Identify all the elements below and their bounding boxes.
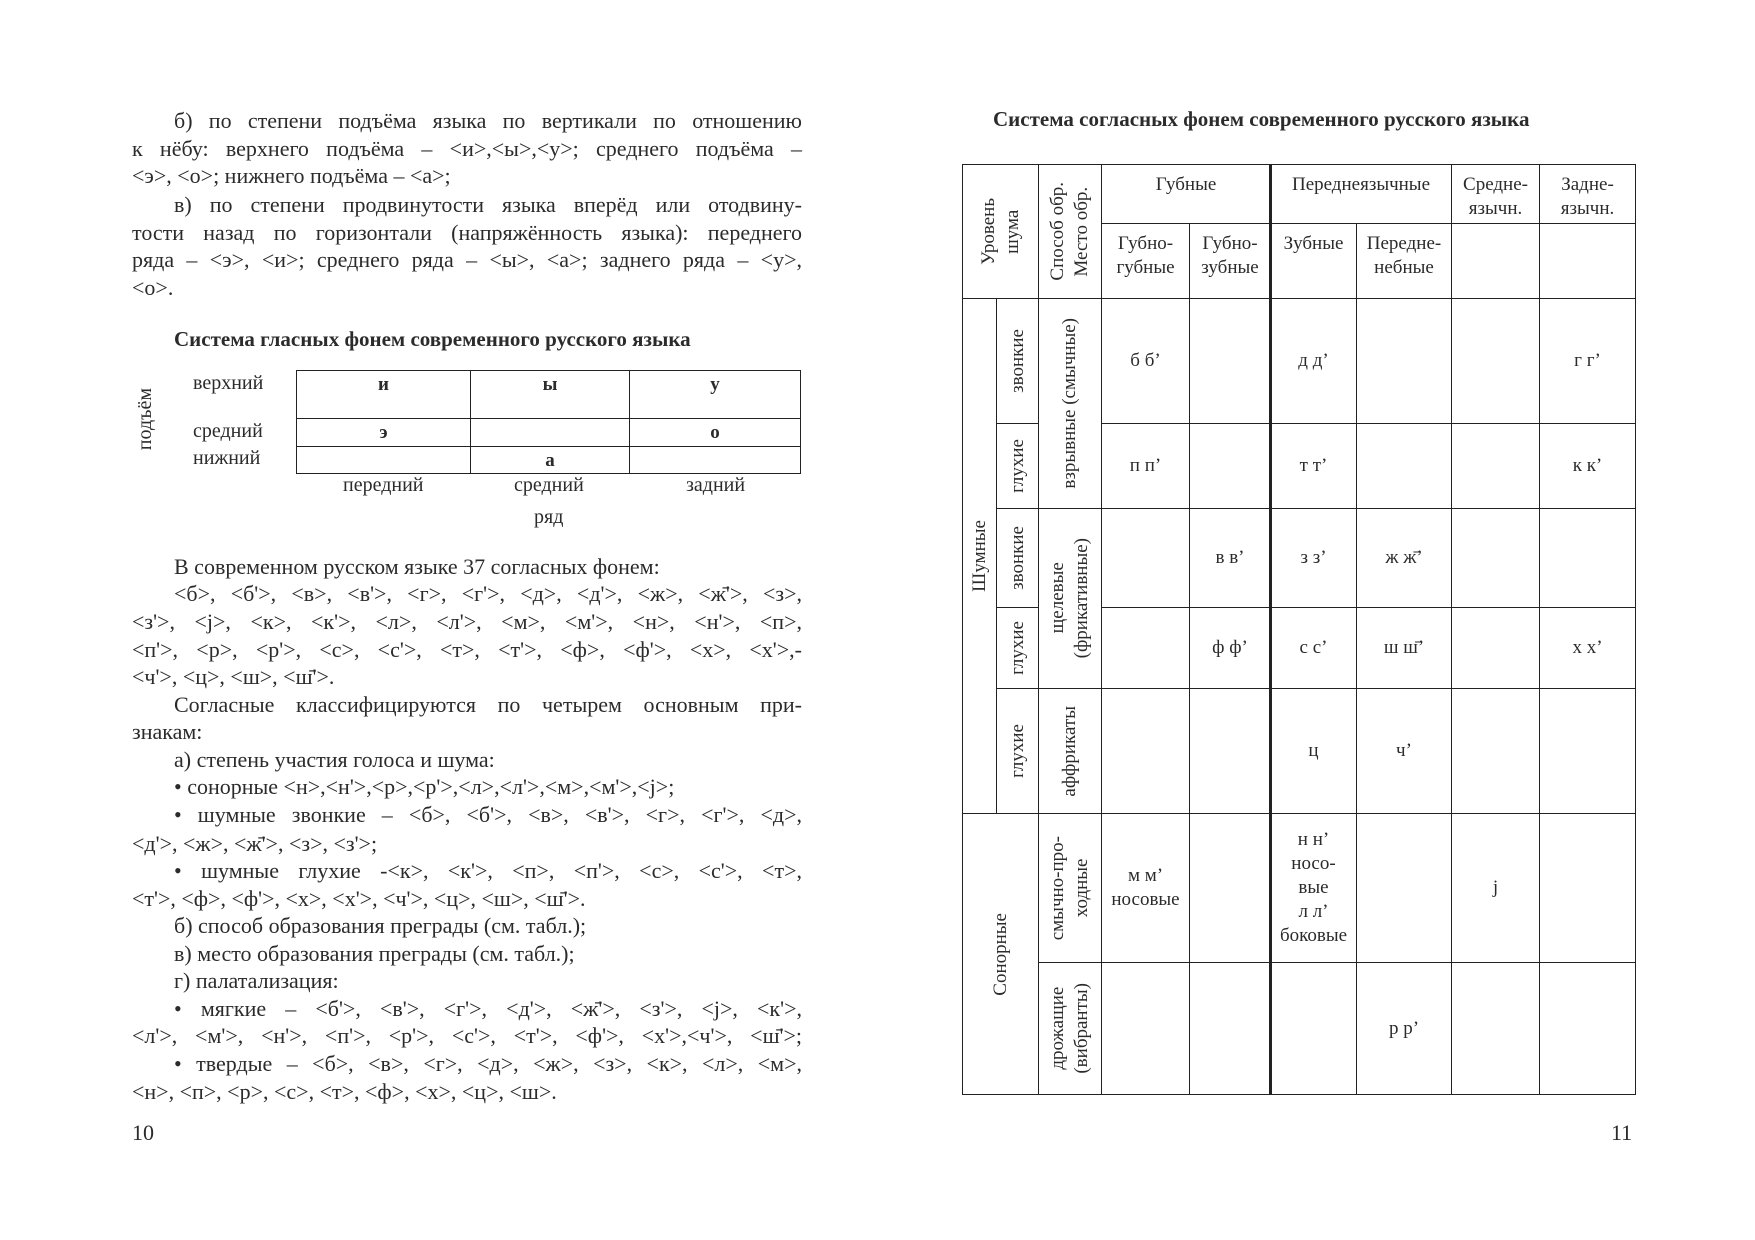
text-line: знакам: — [132, 719, 203, 744]
header-group-text: Задне- язычн. — [1560, 174, 1615, 219]
text-line: ряда – <э>, <и>; среднего ряда – <ы>, <а>; заднего ряда – <у>, — [132, 247, 802, 272]
phoneme-cell-text: к к’ — [1572, 455, 1603, 476]
text-line: • мягкие – <б'>, <в'>, <г'>, <д'>, <ж̄'>, <з'>, <j>, <к'>, — [174, 996, 802, 1021]
text-line: <д'>, <ж>, <ж̄'>, <з>, <з'>; — [132, 831, 378, 856]
header-group-text: Переднеязычные — [1291, 174, 1431, 195]
header-subgroup-text: Зубные — [1283, 233, 1344, 254]
vowel-cell — [629, 446, 801, 474]
phoneme-cell-text: п п’ — [1129, 455, 1162, 476]
vowel-axis-horizontal-label: ряд — [534, 506, 564, 528]
phoneme-cell-text: н н’ носо- вые л л’ боковые — [1279, 829, 1348, 946]
text-line: • твердые – <б>, <в>, <г>, <д>, <ж>, <з>, <к>, <л>, <м>, — [174, 1051, 802, 1076]
text-line: а) степень участия голоса и шума: — [174, 747, 495, 772]
phoneme-cell-text: м м’ носовые — [1111, 865, 1180, 910]
voicing-label-text: звонкие — [1006, 526, 1028, 590]
page-number: 10 — [132, 1120, 154, 1145]
text-line: <з'>, <j>, <к>, <к'>, <л>, <л'>, <м>, <м'>, <н>, <н'>, <п>, — [132, 609, 802, 634]
text-line: г) палатализация: — [174, 968, 339, 993]
text-line: тости назад по горизонтали (напряжённость языка): переднего — [132, 220, 802, 245]
text-line: В современном русском языке 37 согласных фонем: — [174, 554, 660, 579]
voicing-label-text: глухие — [1006, 724, 1028, 778]
vowel-cell — [629, 370, 801, 419]
phoneme-cell-text: ж ж̄’ — [1385, 547, 1423, 568]
vowel-cell-text: ы — [542, 374, 558, 395]
vowel-cell — [629, 418, 801, 447]
vowel-table-title: Система гласных фонем современного русского языка — [174, 327, 691, 351]
page-number: 11 — [1611, 1120, 1633, 1145]
phoneme-cell-text: ч’ — [1396, 740, 1412, 761]
text-line: <о>. — [132, 275, 174, 300]
phoneme-cell-text: р р’ — [1388, 1017, 1420, 1039]
vowel-cell — [470, 446, 630, 474]
header-subgroup-text: Передне- небные — [1366, 233, 1442, 278]
text-line: Согласные классифицируются по четырем основным при- — [174, 692, 802, 717]
vowel-cell — [296, 446, 471, 474]
phoneme-cell-text: б б’ — [1130, 350, 1161, 371]
vowel-cell-text: у — [710, 374, 720, 395]
vowel-row-label: нижний — [193, 447, 261, 469]
voicing-label-text: глухие — [1006, 439, 1028, 493]
consonant-table-title: Система согласных фонем современного русского языка — [993, 107, 1530, 131]
vowel-cell-text: о — [710, 422, 720, 443]
phoneme-cell-text: ф ф’ — [1212, 637, 1248, 658]
phoneme-cell-text: з з’ — [1300, 547, 1327, 568]
header-group-text: Губные — [1155, 174, 1217, 195]
vowel-cell — [296, 370, 471, 419]
vowel-row-label: верхний — [193, 372, 264, 394]
method-label-text: щелевые (фрикативные) — [1047, 538, 1092, 659]
table-border — [962, 164, 1636, 1095]
vowel-cell — [470, 370, 630, 419]
voicing-label-text: глухие — [1006, 621, 1028, 675]
text-line: к нёбу: верхнего подъёма – <и>,<ы>,<у>; среднего подъёма – — [132, 136, 802, 161]
phoneme-cell-text: с с’ — [1299, 637, 1328, 658]
method-label-text: взрывные (смычные) — [1059, 318, 1080, 489]
phoneme-cell-text: в в’ — [1215, 547, 1245, 568]
phoneme-cell-text: ш ш̄’ — [1383, 637, 1425, 658]
vowel-axis-vertical-label: подъём — [134, 388, 156, 451]
vowel-cell-text: и — [378, 374, 389, 395]
noise-level-label-text: Сонорные — [989, 912, 1011, 996]
method-label-text: дрожащие (вибранты) — [1047, 983, 1092, 1074]
phoneme-cell-text: ц — [1308, 740, 1319, 761]
voicing-label-text: звонкие — [1006, 329, 1028, 393]
phoneme-cell-text: т т’ — [1299, 455, 1328, 476]
vowel-cell — [470, 418, 630, 447]
phoneme-cell-text: х х’ — [1572, 637, 1603, 658]
vowel-column-label: задний — [686, 474, 746, 496]
header-noise-level-text: Уровень шума — [977, 198, 1023, 265]
header-method-place-text: Способ обр. Место обр. — [1047, 182, 1092, 281]
noise-level-label-text: Шумные — [968, 520, 990, 592]
method-label-text: смычно-про- ходные — [1047, 835, 1092, 941]
header-subgroup-text: Губно- губные — [1116, 233, 1175, 278]
text-line: б) по степени подъёма языка по вертикали по отношению — [174, 108, 802, 133]
phoneme-cell-text: j — [1492, 877, 1499, 898]
text-line: • шумные глухие -<к>, <к'>, <п>, <п'>, <с>, <с'>, <т>, — [174, 858, 802, 883]
text-line: <л'>, <м'>, <н'>, <п'>, <р'>, <с'>, <т'>, <ф'>, <х'>,<ч'>, <ш̄'>; — [132, 1023, 802, 1048]
text-line: <ч'>, <ц>, <ш>, <ш̄'>. — [132, 664, 335, 689]
phoneme-cell-text: г г’ — [1574, 350, 1601, 371]
text-line: <н>, <п>, <р>, <с>, <т>, <ф>, <х>, <ц>, <ш>. — [132, 1079, 557, 1104]
text-line: в) место образования преграды (см. табл.); — [174, 941, 575, 966]
text-line: <п'>, <р>, <р'>, <с>, <с'>, <т>, <т'>, <ф>, <ф'>, <х>, <х'>,- — [132, 637, 802, 662]
vowel-cell-text: э — [379, 422, 388, 443]
header-subgroup-text: Губно- зубные — [1201, 233, 1259, 278]
vowel-row-label: средний — [193, 420, 263, 442]
text-line: • шумные звонкие – <б>, <б'>, <в>, <в'>, <г>, <г'>, <д>, — [174, 802, 802, 827]
text-line: <э>, <о>; нижнего подъёма – <а>; — [132, 163, 451, 188]
vowel-column-label: средний — [514, 474, 584, 496]
text-line: <т'>, <ф>, <ф'>, <х>, <х'>, <ч'>, <ц>, <ш>, <ш̄'>. — [132, 886, 586, 911]
method-label-text: аффрикаты — [1059, 705, 1080, 797]
phoneme-cell-text: д д’ — [1298, 350, 1329, 371]
text-line: в) по степени продвинутости языка вперёд или отодвину- — [174, 192, 802, 217]
header-group-text: Средне- язычн. — [1463, 174, 1528, 219]
text-line: • сонорные <н>,<н'>,<р>,<р'>,<л>,<л'>,<м>,<м'>,<j>; — [174, 774, 675, 799]
vowel-column-label: передний — [343, 474, 424, 496]
vowel-cell — [296, 418, 471, 447]
text-line: <б>, <б'>, <в>, <в'>, <г>, <г'>, <д>, <д'>, <ж>, <ж̄'>, <з>, — [174, 581, 802, 606]
vowel-cell-text: а — [545, 450, 555, 471]
text-line: б) способ образования преграды (см. табл.); — [174, 913, 587, 938]
